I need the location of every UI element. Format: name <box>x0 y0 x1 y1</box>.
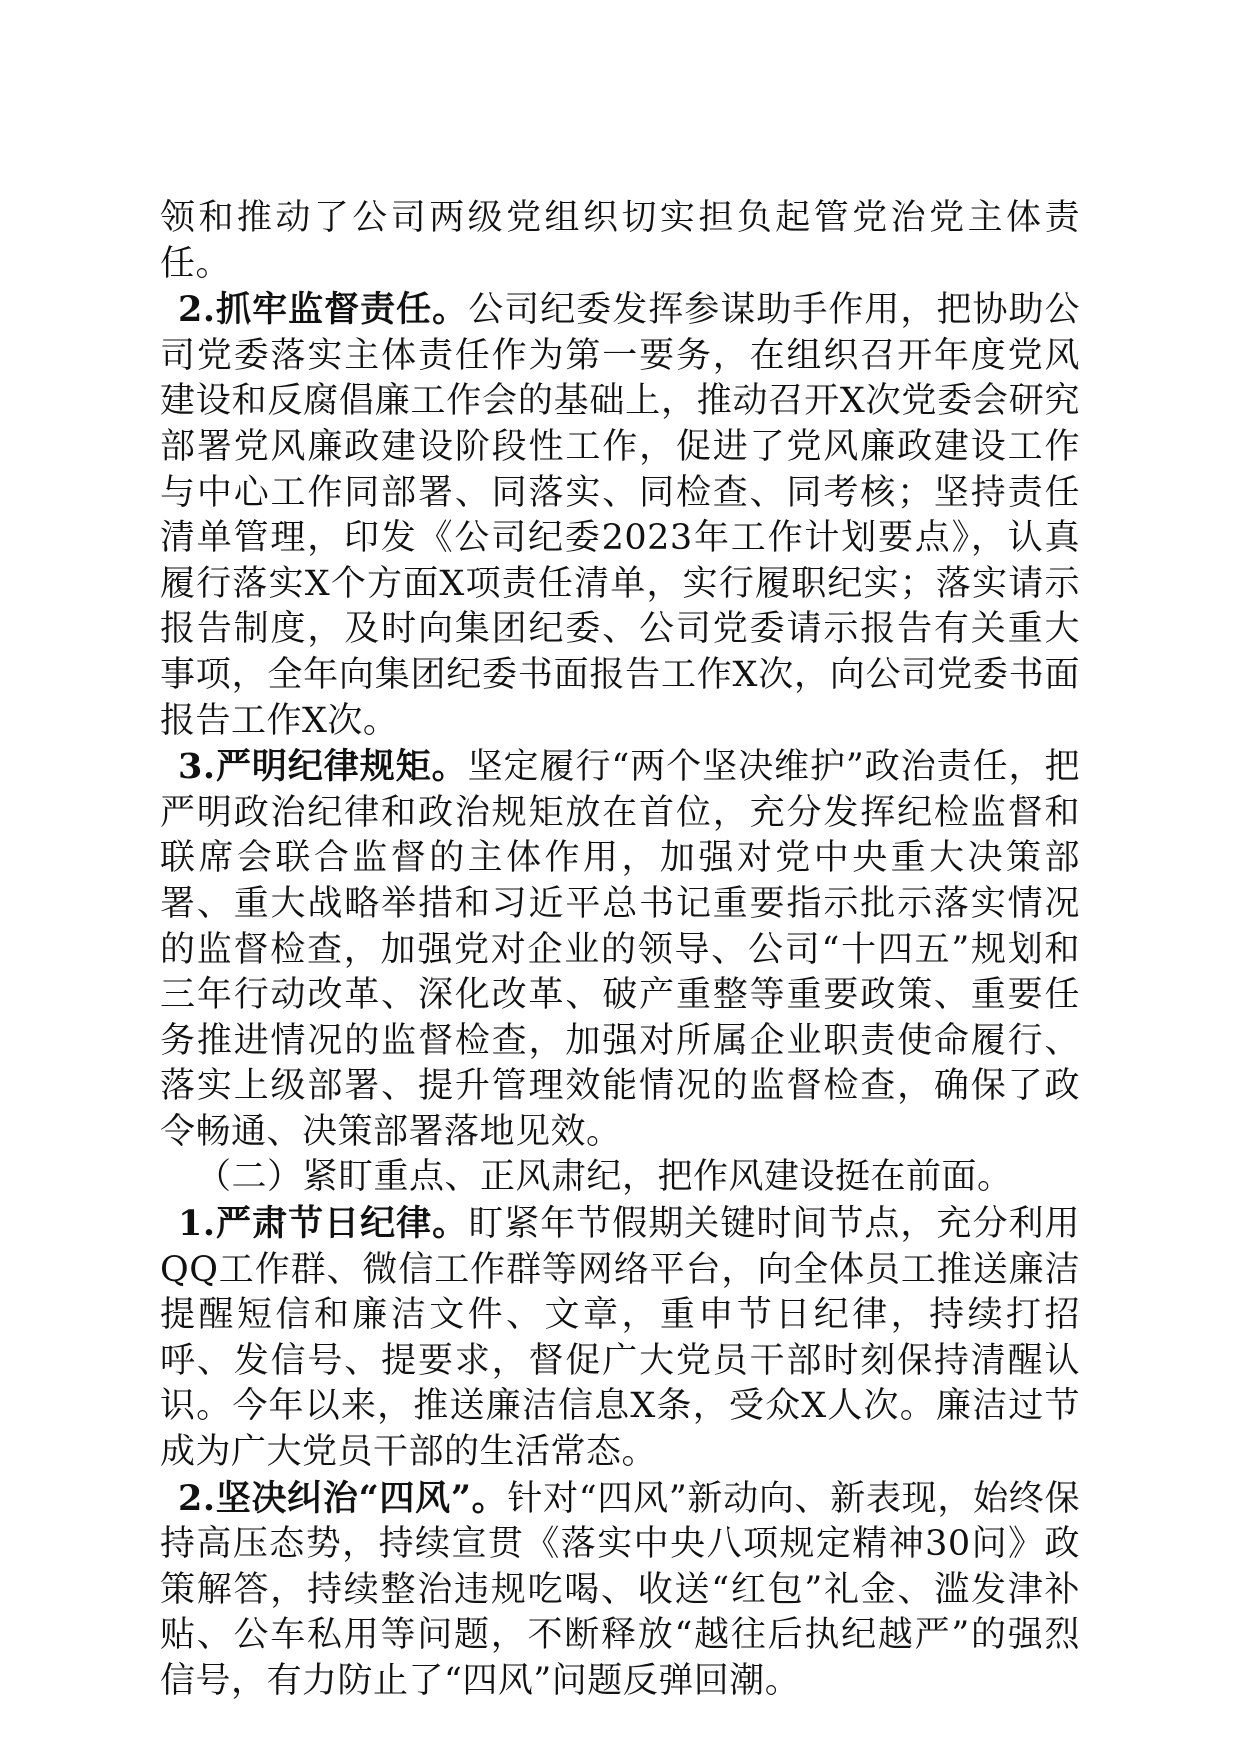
paragraph-discipline-rules <box>160 744 1080 1155</box>
paragraph-four-winds <box>160 1476 1080 1705</box>
paragraph-heading: 1.严肃节日纪律。 <box>178 1203 469 1245</box>
paragraph-heading: 2.抓牢监督责任。 <box>178 289 469 331</box>
paragraph-text: 针对“四风”新动向、新表现，始终保持高压态势，持续宣贯《落实中央八项规定精神30问》政策解答，持续整治违规吃喝、收送“红包”礼金、滥发津补贴、公车私用等问题，不断释放“越往后执纪越严”的强烈信号，有力防止了“四风”问题反弹回潮。 <box>160 1478 1080 1701</box>
paragraph-heading: 3.严明纪律规矩。 <box>178 746 468 788</box>
paragraph-holiday-discipline <box>160 1201 1080 1476</box>
paragraph-text: 盯紧年节假期关键时间节点，充分利用QQ工作群、微信工作群等网络平台，向全体员工推送廉洁提醒短信和廉洁文件、文章，重申节日纪律，持续打招呼、发信号、提要求，督促广大党员干部时刻保持清醒认识。今年以来，推送廉洁信息X条，受众X人次。廉洁过节成为广大党员干部的生活常态。 <box>160 1204 1080 1473</box>
paragraph-supervision-responsibility <box>160 287 1080 744</box>
paragraph-text: 公司纪委发挥参谋助手作用，把协助公司党委落实主体责任作为第一要务，在组织召开年度党风建设和反腐倡廉工作会的基础上，推动召开X次党委会研究部署党风廉政建设阶段性工作，促进了党风廉政建设工作与中心工作同部署、同落实、同检查、同考核；坚持责任清单管理，印发《公司纪委2023年工作计划要点》，认真履行落实X个方面X项责任清单，实行履职纪实；落实请示报告制度，及时向集团纪委、公司党委请示报告有关重大事项，全年向集团纪委书面报告工作X次，向公司党委书面报告工作X次。 <box>160 290 1080 741</box>
section-heading-text: （二）紧盯重点、正风肃纪，把作风建设挺在前面。 <box>196 1157 1013 1198</box>
paragraph-text: 领和推动了公司两级党组织切实担负起管党治党主体责任。 <box>160 198 1080 284</box>
paragraph-text: 坚定履行“两个坚决维护”政治责任，把严明政治纪律和政治规矩放在首位，充分发挥纪检监督和联席会联合监督的主体作用，加强对党中央重大决策部署、重大战略举措和习近平总书记重要指示批示落实情况的监督检查，加强党对企业的领导、公司“十四五”规划和三年行动改革、深化改革、破产重整等重要政策、重要任务推进情况的监督检查，加强对所属企业职责使命履行、落实上级部署、提升管理效能情况的监督检查，确保了政令畅通、决策部署落地见效。 <box>160 747 1080 1152</box>
document-body <box>160 196 1080 1705</box>
paragraph-continuation <box>160 196 1080 287</box>
section-heading <box>160 1155 1080 1201</box>
paragraph-heading: 2.坚决纠治“四风”。 <box>178 1477 508 1519</box>
